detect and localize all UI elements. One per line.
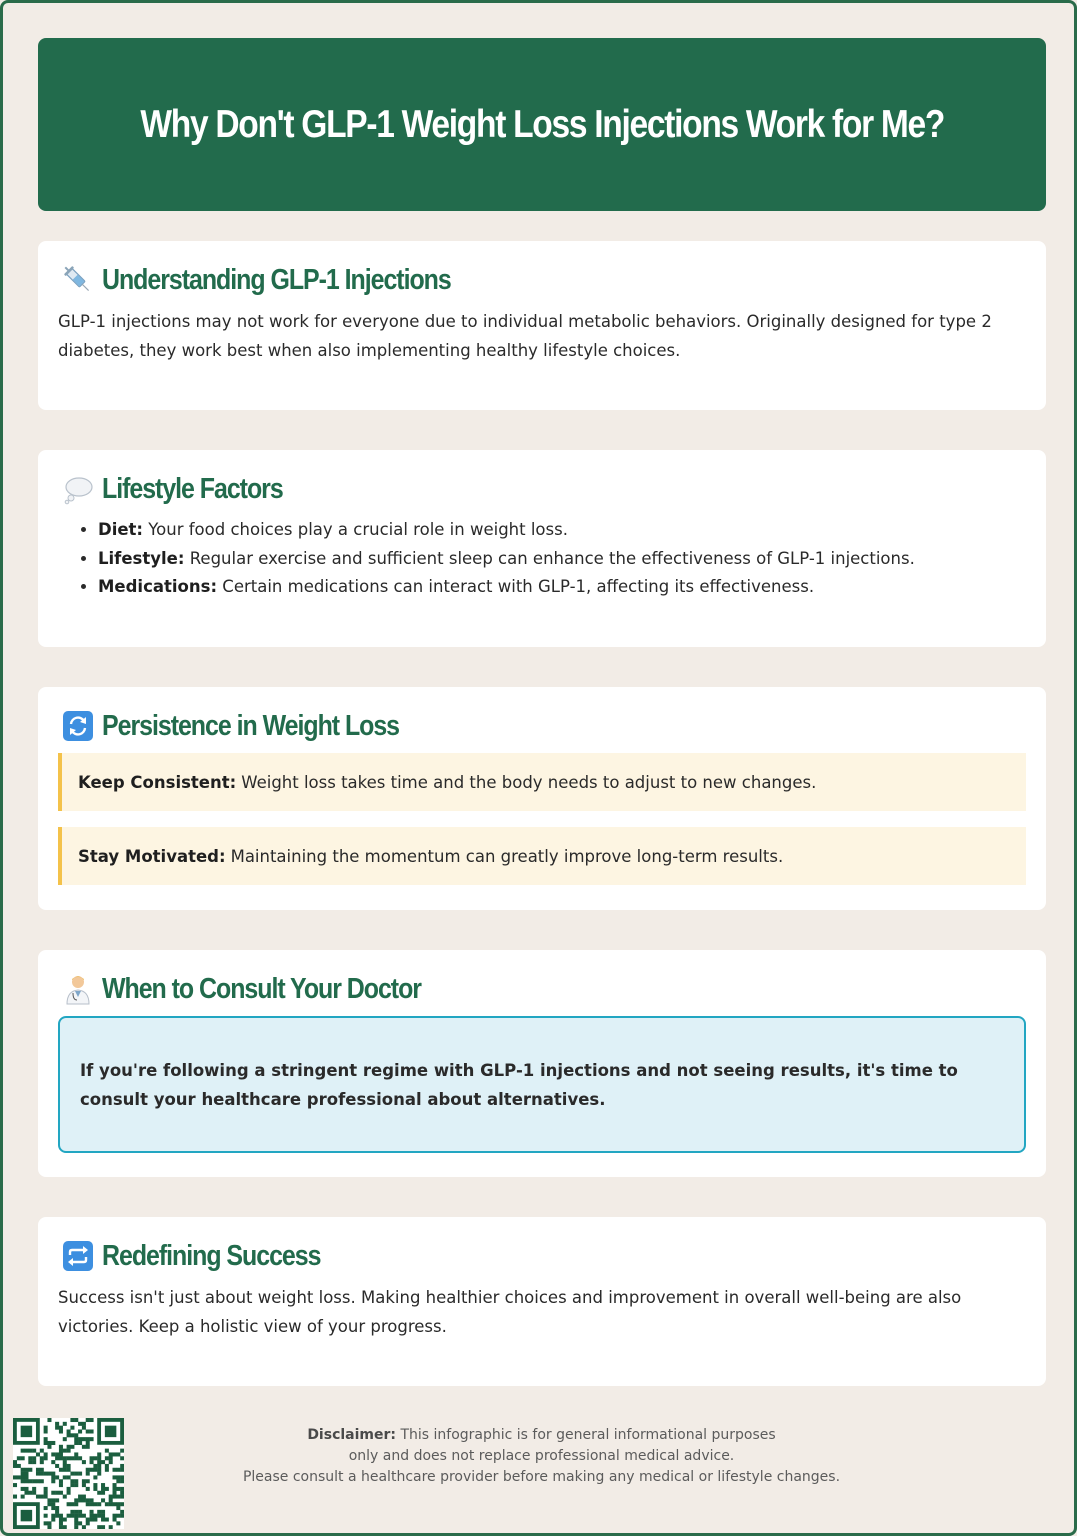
header-banner [38, 38, 1046, 211]
card-body: Success isn't just about weight loss. Making healthier choices and improvement in overall well-being are also victories. Keep a holistic view of your progress. [58, 1288, 962, 1336]
cycle-arrows-icon [62, 709, 102, 743]
card-success [38, 1217, 1046, 1386]
page-title: Why Don't GLP-1 Weight Loss Injections Work for Me? [140, 102, 944, 146]
doctor-callout [58, 1016, 1026, 1153]
card-doctor [38, 950, 1046, 1177]
doctor-icon [62, 972, 102, 1006]
callout-text: If you're following a stringent regime with GLP-1 injections and not seeing results, it's time to consult your healthcare professional about alternatives. [80, 1060, 958, 1109]
card-header [58, 263, 1026, 297]
tip-label: Keep Consistent: [78, 772, 237, 792]
card-header [58, 472, 1026, 506]
list-item [98, 516, 1026, 545]
tip-text: Weight loss takes time and the body needs to adjust to new changes. [241, 772, 817, 792]
disclaimer-text: This infographic is for general informational purposes [400, 1427, 776, 1443]
card-persistence [38, 687, 1046, 910]
card-header [58, 709, 1026, 743]
tip-label: Stay Motivated: [78, 846, 226, 866]
tip-stay-motivated [58, 827, 1026, 885]
tip-keep-consistent [58, 753, 1026, 811]
disclaimer-line-2: only and does not replace professional medical advice. [348, 1448, 735, 1464]
factor-list [58, 516, 1026, 602]
item-label: Medications: [98, 577, 218, 596]
card-body: GLP-1 injections may not work for everyone due to individual metabolic behaviors. Originally designed for type 2 diabetes, they work best when also implementing healthy lifestyle choices. [58, 312, 992, 360]
tip-text: Maintaining the momentum can greatly improve long-term results. [230, 846, 784, 866]
card-title: When to Consult Your Doctor [102, 972, 421, 1005]
list-item [98, 545, 1026, 574]
thought-balloon-icon [62, 472, 102, 506]
repeat-arrows-icon [62, 1239, 102, 1273]
card-header [58, 1239, 1026, 1273]
card-title: Redefining Success [102, 1239, 321, 1272]
item-text: Certain medications can interact with GLP-1, affecting its effectiveness. [222, 577, 815, 596]
syringe-icon [62, 263, 102, 297]
card-header [58, 972, 1026, 1006]
card-title: Understanding GLP-1 Injections [102, 263, 451, 296]
item-label: Diet: [98, 520, 144, 539]
disclaimer-label: Disclaimer: [307, 1427, 396, 1443]
item-text: Your food choices play a crucial role in weight loss. [148, 520, 568, 539]
card-understanding [38, 241, 1046, 410]
disclaimer [143, 1425, 940, 1488]
item-text: Regular exercise and sufficient sleep can enhance the effectiveness of GLP-1 injections. [189, 548, 915, 568]
item-label: Lifestyle: [98, 548, 185, 568]
qr-code[interactable] [13, 1418, 124, 1529]
disclaimer-line-1 [143, 1425, 940, 1446]
disclaimer-line-3: Please consult a healthcare provider before making any medical or lifestyle changes. [242, 1469, 841, 1485]
card-lifestyle [38, 450, 1046, 647]
card-title: Lifestyle Factors [102, 472, 283, 505]
list-item [98, 573, 1026, 602]
card-title: Persistence in Weight Loss [102, 709, 400, 742]
